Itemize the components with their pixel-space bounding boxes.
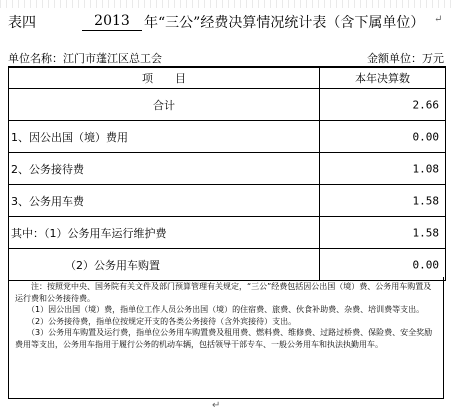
notes: 注：按照党中央、国务院有关文件及部门预算管理有关规定，“三公”经费包括因公出国（境）费、公务用车购置及运行费和公务接待费。 （1）因公出国（境）费，指单位工作人员公务出国（境）的住宿费、旅费、伙食补助费、杂费、培训费等支出。 （2）公务接待费，指单位按规定开支的各类公务接待（含外宾接待）支出。 （3）公务用车购置及运行费，指单位公务用车购置费及租用费、燃料费、维修费、过路过桥费、保险费、安全奖励费用等支出，公务用车指用于履行公务的机动车辆，包括领导干部专车、一般公务用车和执法执勤用车。 [8,277,444,399]
org-name: 单位名称：江门市蓬江区总工会 [8,52,162,65]
table-row [9,89,445,121]
paragraph-mark-icon: ↵ [434,14,443,25]
row-value: 1.58 [412,194,439,207]
title-text: 年“三公”经费决算情况统计表（含下属单位） [144,15,425,31]
header-item: 项 目 [142,72,186,85]
table-label: 表四 [8,15,36,31]
row-label: （2）公务用车购置 [65,258,160,272]
row-label: 1、因公出国（境）费用 [11,130,128,144]
table-row [9,121,445,153]
table-row [9,185,445,217]
row-value: 2.66 [412,98,439,111]
row-label: 2、公务接待费 [11,162,84,176]
header-value: 本年决算数 [355,72,410,85]
meta-row [8,50,444,66]
table-row [9,217,445,249]
row-value: 0.00 [412,130,439,143]
amount-unit: 金额单位：万元 [367,52,444,65]
table-header-row [9,68,445,89]
row-label: 3、公务用车费 [11,194,84,208]
row-value: 0.00 [412,258,439,271]
expense-table [8,66,446,281]
row-label: 其中：（1）公务用车运行维护费 [11,226,167,240]
table-title [8,12,448,34]
table-row [9,153,445,185]
row-value: 1.08 [412,162,439,175]
row-label: 合计 [153,98,175,112]
row-value: 1.58 [412,226,439,239]
ruler [0,0,455,8]
year-field: 2013 [82,12,142,31]
paragraph-mark-icon: ↵ [212,400,221,411]
